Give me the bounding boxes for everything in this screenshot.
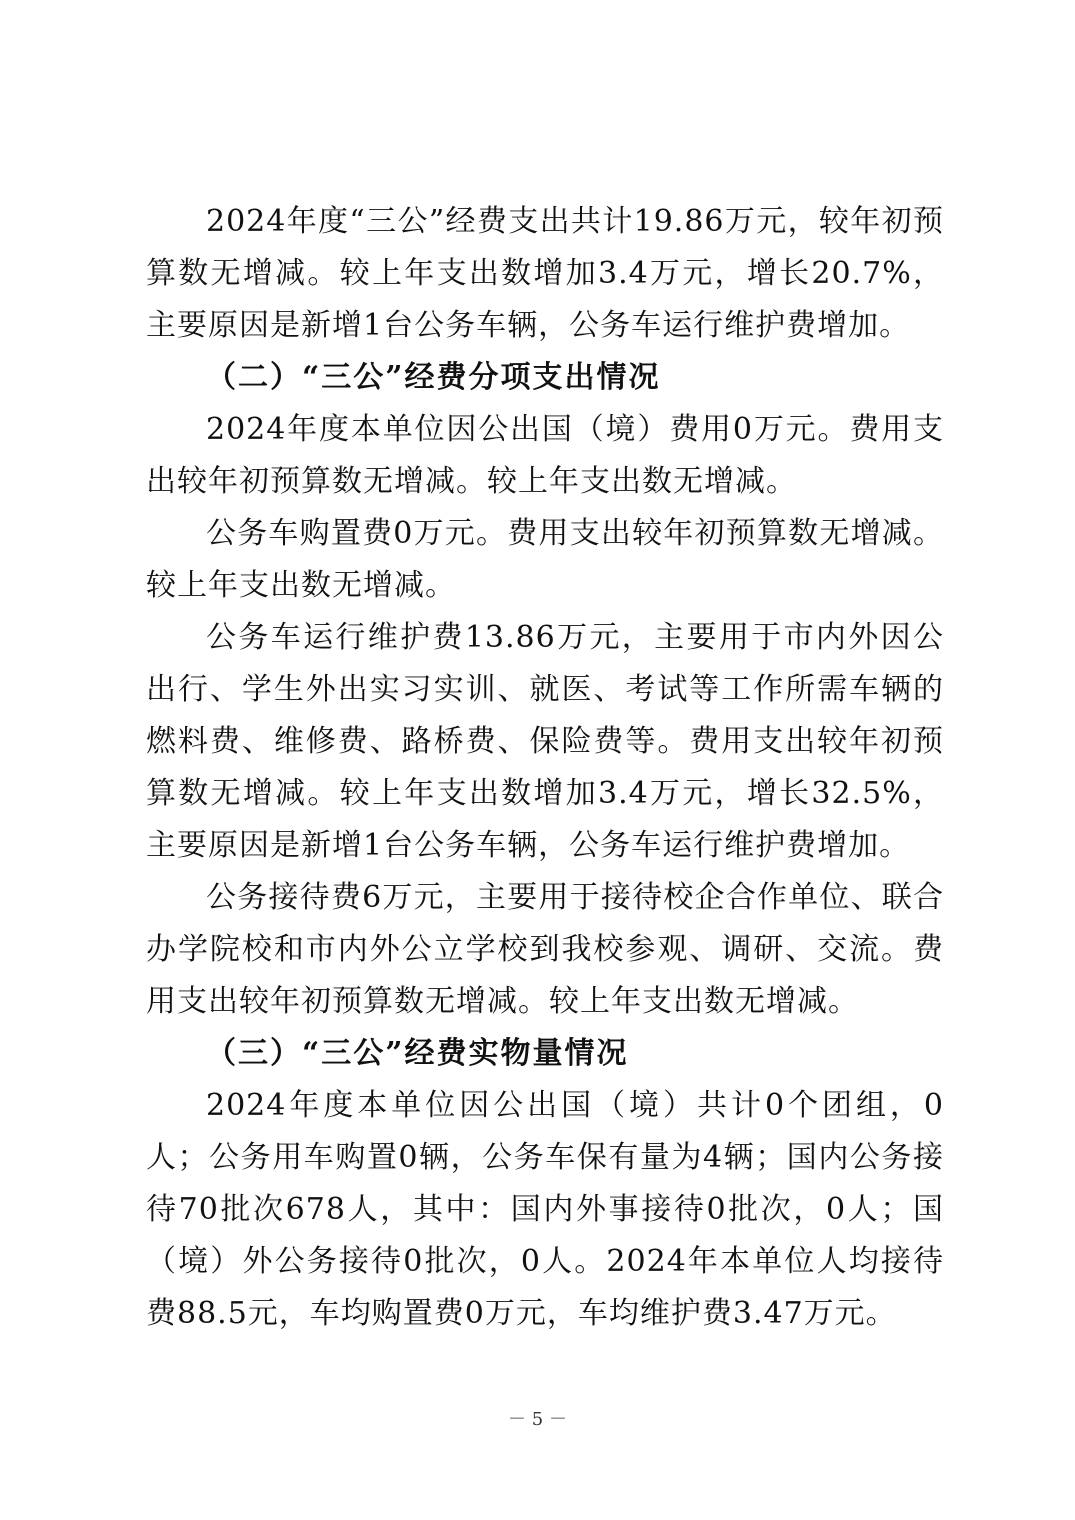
paragraph-total-expenditure: 2024年度“三公”经费支出共计19.86万元，较年初预算数无增减。较上年支出数增加3.4万元，增长20.7%，主要原因是新增1台公务车辆，公务车运行维护费增加。 — [146, 204, 944, 343]
document-body — [146, 196, 944, 1340]
paragraph-reception: 公务接待费6万元，主要用于接待校企合作单位、联合办学院校和市内外公立学校到我校参观、调研、交流。费用支出较年初预算数无增减。较上年支出数无增减。 — [146, 880, 944, 1019]
paragraph-vehicle-purchase: 公务车购置费0万元。费用支出较年初预算数无增减。较上年支出数无增减。 — [146, 516, 944, 603]
section-heading-physical-quantity: （三）“三公”经费实物量情况 — [206, 1036, 629, 1071]
paragraph-overseas-travel: 2024年度本单位因公出国（境）费用0万元。费用支出较年初预算数无增减。较上年支出数无增减。 — [146, 412, 944, 499]
section-heading-itemized: （二）“三公”经费分项支出情况 — [206, 360, 661, 395]
paragraph-vehicle-maintenance: 公务车运行维护费13.86万元，主要用于市内外因公出行、学生外出实习实训、就医、考试等工作所需车辆的燃料费、维修费、路桥费、保险费等。费用支出较年初预算数无增减。较上年支出数增加3.4万元，增长32.5%，主要原因是新增1台公务车辆，公务车运行维护费增加。 — [146, 620, 944, 863]
paragraph-physical-quantity: 2024年度本单位因公出国（境）共计0个团组，0人；公务用车购置0辆，公务车保有量为4辆；国内公务接待70批次678人，其中：国内外事接待0批次，0人；国（境）外公务接待0批次，0人。2024年本单位人均接待费88.5元，车均购置费0万元，车均维护费3.47万元。 — [146, 1088, 944, 1331]
page-number: － 5 － — [508, 1409, 567, 1430]
